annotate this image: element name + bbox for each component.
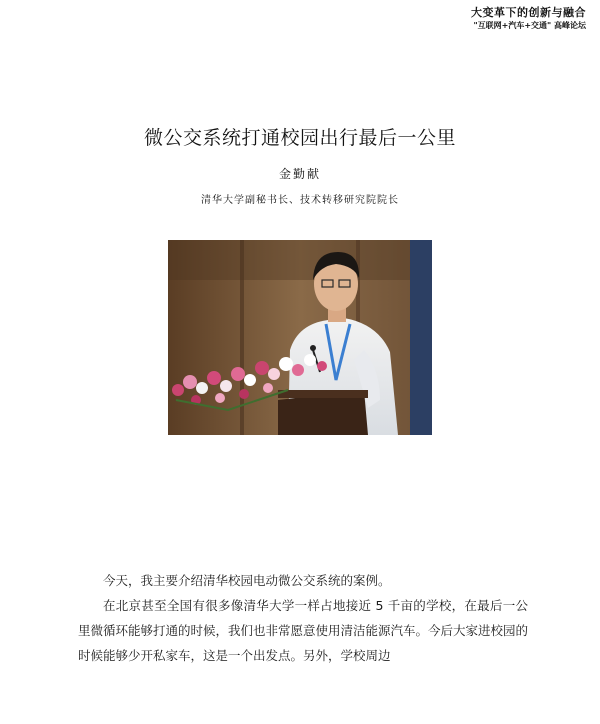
running-header-subtitle: "互联网+汽车+交通" 高峰论坛	[473, 21, 586, 30]
body-paragraph: 在北京甚至全国有很多像清华大学一样占地接近 5 千亩的学校，在最后一公里微循环能够打通的时候，我们也非常愿意使用清洁能源汽车。今后大家进校园的时候能够少开私家车，这是一个出发点。另外，学校周边	[78, 598, 529, 663]
author-affiliation: 清华大学副秘书长、技术转移研究院院长	[201, 195, 399, 206]
article-body	[78, 568, 528, 668]
author-name: 金勤献	[278, 167, 321, 181]
article-title: 微公交系统打通校园出行最后一公里	[143, 127, 456, 149]
speaker-photo-illustration	[168, 240, 432, 435]
running-header-title: 大变革下的创新与融合	[471, 6, 586, 19]
body-paragraph: 今天，我主要介绍清华校园电动微公交系统的案例。	[103, 573, 391, 588]
running-header	[471, 6, 586, 32]
speaker-photo	[168, 240, 432, 435]
